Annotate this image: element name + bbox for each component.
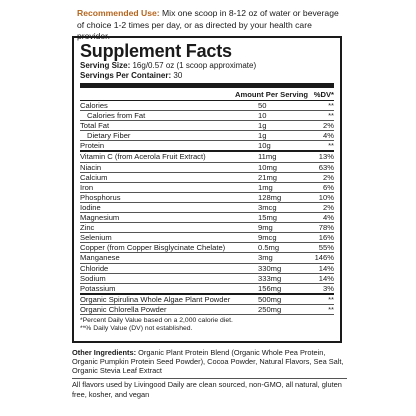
nutrient-dv: 4% [323,131,334,141]
nutrient-dv: 14% [318,273,334,283]
amount-column-header: Amount Per Serving [235,90,308,99]
nutrient-row [80,295,334,305]
footnote-dv: *Percent Daily Value based on a 2,000 calorie diet. [80,316,233,324]
nutrient-row [80,163,334,173]
nutrient-name: Protein [80,141,105,151]
servings-label: Servings Per Container: [80,71,172,80]
nutrient-amount: 0.5mg [258,243,280,253]
nutrient-dv: 3% [323,283,334,293]
nutrient-name: Zinc [80,223,95,233]
nutrient-row [80,152,334,162]
nutrient-name: Magnesium [80,213,120,223]
nutrient-amount: 3mcg [258,202,277,212]
divider [72,378,347,379]
nutrient-row [80,203,334,213]
nutrient-dv: 10% [318,192,334,202]
nutrient-dv: ** [328,101,334,110]
nutrient-name: Manganese [80,253,120,263]
nutrient-amount: 250mg [258,304,282,314]
nutrient-name: Organic Spirulina Whole Algae Plant Powder [80,294,231,304]
nutrient-name: Phosphorus [80,192,121,202]
nutrient-dv: 55% [318,243,334,253]
nutrient-row [80,223,334,233]
nutrient-amount: 333mg [258,273,282,283]
recommended-use-text: Mix one scoop in 8-12 oz of water or beverage of choice 1-2 times per day, or as directed by your health care provider. [77,8,339,42]
footnotes [80,315,334,333]
nutrient-dv: 14% [318,263,334,273]
nutrient-row [80,213,334,223]
nutrient-dv: 146% [314,253,334,263]
nutrient-row [80,183,334,193]
serving-size [80,61,334,71]
nutrient-dv: 13% [318,152,334,162]
nutrient-amount: 3mg [258,253,273,263]
serving-size-label: Serving Size: [80,61,131,70]
nutrient-dv: 16% [318,233,334,243]
nutrient-name: Calories [80,101,108,110]
servings-value: 30 [171,71,183,80]
nutrient-name: Organic Chlorella Powder [80,304,167,314]
nutrient-amount: 500mg [258,294,282,304]
nutrient-rows [80,101,334,315]
nutrient-name: Copper (from Copper Bisglycinate Chelate) [80,243,226,253]
nutrient-name: Vitamin C (from Acerola Fruit Extract) [80,152,206,162]
nutrient-amount: 11mg [258,152,277,162]
nutrient-amount: 1g [258,131,267,141]
nutrient-dv: 6% [323,182,334,192]
nutrient-row [80,141,334,152]
nutrient-amount: 9mcg [258,233,277,243]
other-ingredients [72,348,347,399]
nutrient-row [80,111,334,121]
nutrient-name: Selenium [80,233,112,243]
nutrient-dv: 2% [323,172,334,182]
nutrient-amount: 10 [258,111,267,121]
nutrient-amount: 1mg [258,182,273,192]
nutrient-dv: ** [328,141,334,151]
nutrient-row [80,274,334,284]
nutrient-name: Iodine [80,202,101,212]
nutrient-name: Potassium [80,283,116,293]
nutrient-amount: 128mg [258,192,282,202]
thick-divider [80,83,334,88]
nutrient-row [80,284,334,295]
nutrient-name: Niacin [80,162,102,172]
nutrient-dv: ** [328,111,334,121]
nutrient-row [80,233,334,243]
supplement-facts-panel [72,36,342,343]
nutrient-amount: 10g [258,141,271,151]
footnote-not-established: **% Daily Value (DV) not established. [80,325,193,333]
nutrient-amount: 156mg [258,283,282,293]
nutrient-dv: 63% [318,162,334,172]
nutrient-amount: 50 [258,101,267,110]
nutrient-name: Dietary Fiber [87,131,131,141]
nutrient-amount: 21mg [258,172,277,182]
nutrient-dv: ** [328,294,334,304]
nutrient-name: Calcium [80,172,108,182]
panel-title: Supplement Facts [80,41,232,61]
other-ingredients-paragraph [72,348,347,376]
nutrient-dv: 2% [323,121,334,131]
nutrient-row [80,173,334,183]
other-ingredients-text: Organic Plant Protein Blend (Organic Whole Pea Protein, Organic Pumpkin Protein Seed Powder), Cocoa Powder, Natural Flavors, Sea Salt, Organic Stevia Leaf Extract [72,348,344,376]
nutrient-amount: 9mg [258,223,273,233]
nutrient-dv: ** [328,304,334,314]
nutrient-name: Calories from Fat [87,111,146,121]
nutrient-row [80,193,334,203]
nutrient-row [80,253,334,263]
recommended-use-label: Recommended Use: [77,8,160,18]
nutrient-row [80,131,334,141]
nutrient-dv: 78% [318,223,334,233]
nutrient-name: Iron [80,182,94,192]
flavor-note: All flavors used by Livingood Daily are clean sourced, non-GMO, all natural, gluten free, kosher, and vegan [72,380,342,399]
serving-size-value: 16g/0.57 oz (1 scoop approximate) [130,61,257,70]
servings-per-container [80,71,334,81]
nutrient-row [80,305,334,315]
nutrient-name: Total Fat [80,121,110,131]
other-ingredients-label: Other Ingredients: [72,348,137,357]
nutrient-amount: 1g [258,121,267,131]
nutrient-name: Chloride [80,263,109,273]
nutrient-row [80,243,334,253]
nutrient-amount: 15mg [258,213,277,223]
nutrient-dv: 4% [323,213,334,223]
nutrient-row [80,264,334,274]
nutrient-dv: 2% [323,202,334,212]
nutrient-row [80,121,334,131]
nutrient-amount: 330mg [258,263,282,273]
dv-column-header: %DV* [313,90,334,99]
column-header [80,90,334,101]
nutrient-amount: 10mg [258,162,277,172]
nutrient-name: Sodium [80,273,106,283]
nutrient-row [80,101,334,111]
